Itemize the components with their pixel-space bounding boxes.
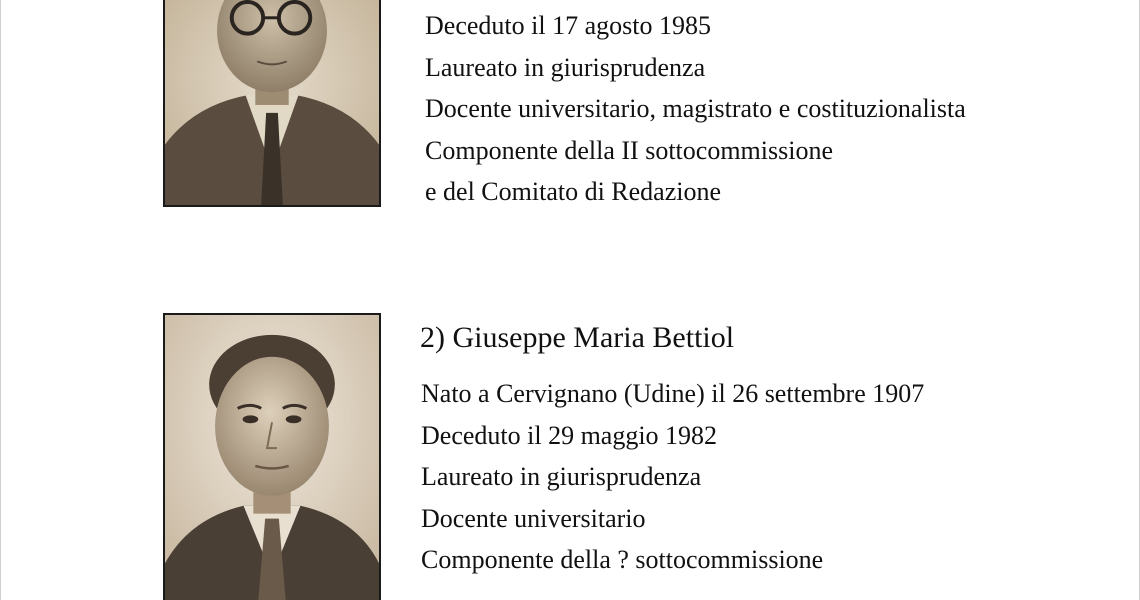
bio-line: Docente universitario <box>421 503 646 533</box>
bio-line: Docente universitario, magistrato e costituzionalista <box>425 94 966 123</box>
bio-line: Componente della II sottocommissione <box>425 135 833 165</box>
bio-line: Laureato in giurisprudenza <box>425 52 706 82</box>
bio-line: Laureato in giurisprudenza <box>421 462 702 492</box>
bio-list-2 <box>421 373 924 581</box>
person-name-2: 2) Giuseppe Maria Bettiol <box>420 321 735 354</box>
portrait-photo-2 <box>163 313 381 600</box>
bio-line: e del Comitato di Redazione <box>425 177 722 206</box>
bio-line: Deceduto il 17 agosto 1985 <box>425 11 711 40</box>
bio-line: Nato a Cervignano (Udine) il 26 settembre 1907 <box>421 379 925 408</box>
bio-list-1 <box>425 5 966 213</box>
page-left-edge <box>0 0 1 600</box>
portrait-photo-icon <box>165 315 379 600</box>
bio-line: Componente della ? sottocommissione <box>421 545 824 575</box>
bio-line: Deceduto il 29 maggio 1982 <box>421 420 718 450</box>
portrait-photo-1 <box>163 0 381 207</box>
portrait-photo-icon <box>165 0 379 205</box>
